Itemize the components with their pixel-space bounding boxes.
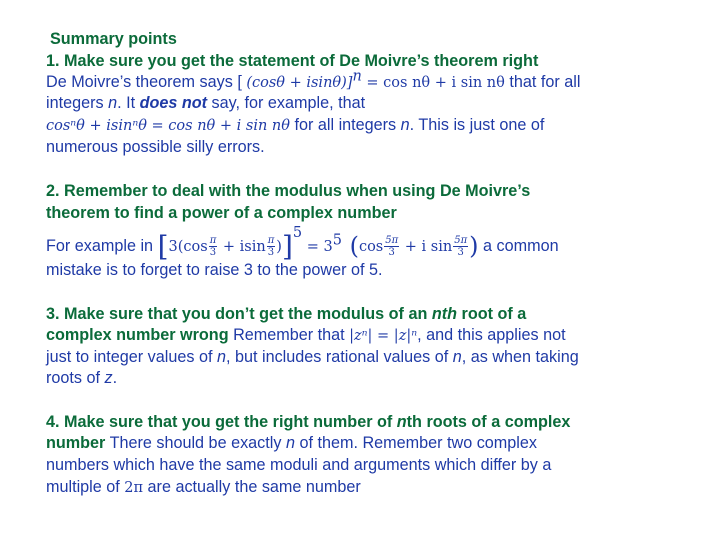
right-paren: ) bbox=[469, 232, 479, 260]
point4-heading-line1: 4. Make sure that you get the right number of nth roots of a complex bbox=[46, 413, 571, 431]
point2-example: For example in [3(cos $\frac{\pi}{3}$ + isin $\frac{\pi}{3}$ )]$^5 = 3^5$ (cos $\frac{5\pi}{3}$ + i sin $\frac{5\pi}{3}$ ) a common bbox=[46, 225, 559, 263]
point1-line1: De Moivre’s theorem says [ (cosθ + isinθ)]$^n$ = cos nθ + i sin nθ that for all bbox=[46, 68, 581, 91]
frac-pi-3: $\frac{\pi}{3}$ bbox=[267, 235, 275, 259]
point1-heading: 1. Make sure you get the statement of De Moivre’s theorem right bbox=[46, 52, 539, 70]
point1-line2: integers n. It does not say, for example, that bbox=[46, 94, 366, 112]
point4-line3: numbers which have the same moduli and arguments which differ by a bbox=[46, 456, 552, 474]
point1-line4: numerous possible silly errors. bbox=[46, 138, 265, 156]
point3-line4: roots of z. bbox=[46, 369, 118, 387]
point1-line3: cosⁿθ + isinⁿθ = cos nθ + i sin nθ for all integers n. This is just one of bbox=[46, 116, 545, 134]
point2-line2: mistake is to forget to raise 3 to the power of 5. bbox=[46, 261, 383, 279]
point4-line4: multiple of 2π are actually the same number bbox=[46, 478, 361, 496]
point4-line2: number There should be exactly n of them. Remember two complex bbox=[46, 434, 537, 452]
point2-heading-line2: theorem to find a power of a complex number bbox=[46, 204, 397, 222]
left-bracket: [ bbox=[157, 230, 169, 263]
left-paren: ( bbox=[341, 232, 359, 260]
point3-heading-line1: 3. Make sure that you don’t get the modulus of an nth root of a bbox=[46, 305, 527, 323]
point3-line2: complex number wrong Remember that |zⁿ| = |z|ⁿ, and this applies not bbox=[46, 326, 566, 344]
slide-title: Summary points bbox=[50, 30, 177, 48]
point2-heading-line1: 2. Remember to deal with the modulus when using De Moivre’s bbox=[46, 182, 531, 200]
point3-line3: just to integer values of n, but includes rational values of n, as when taking bbox=[46, 348, 579, 366]
frac-pi-3: $\frac{\pi}{3}$ bbox=[209, 235, 217, 259]
frac-5pi-3: $\frac{5\pi}{3}$ bbox=[385, 235, 399, 259]
frac-5pi-3: $\frac{5\pi}{3}$ bbox=[454, 235, 468, 259]
right-bracket: ] bbox=[281, 230, 293, 263]
